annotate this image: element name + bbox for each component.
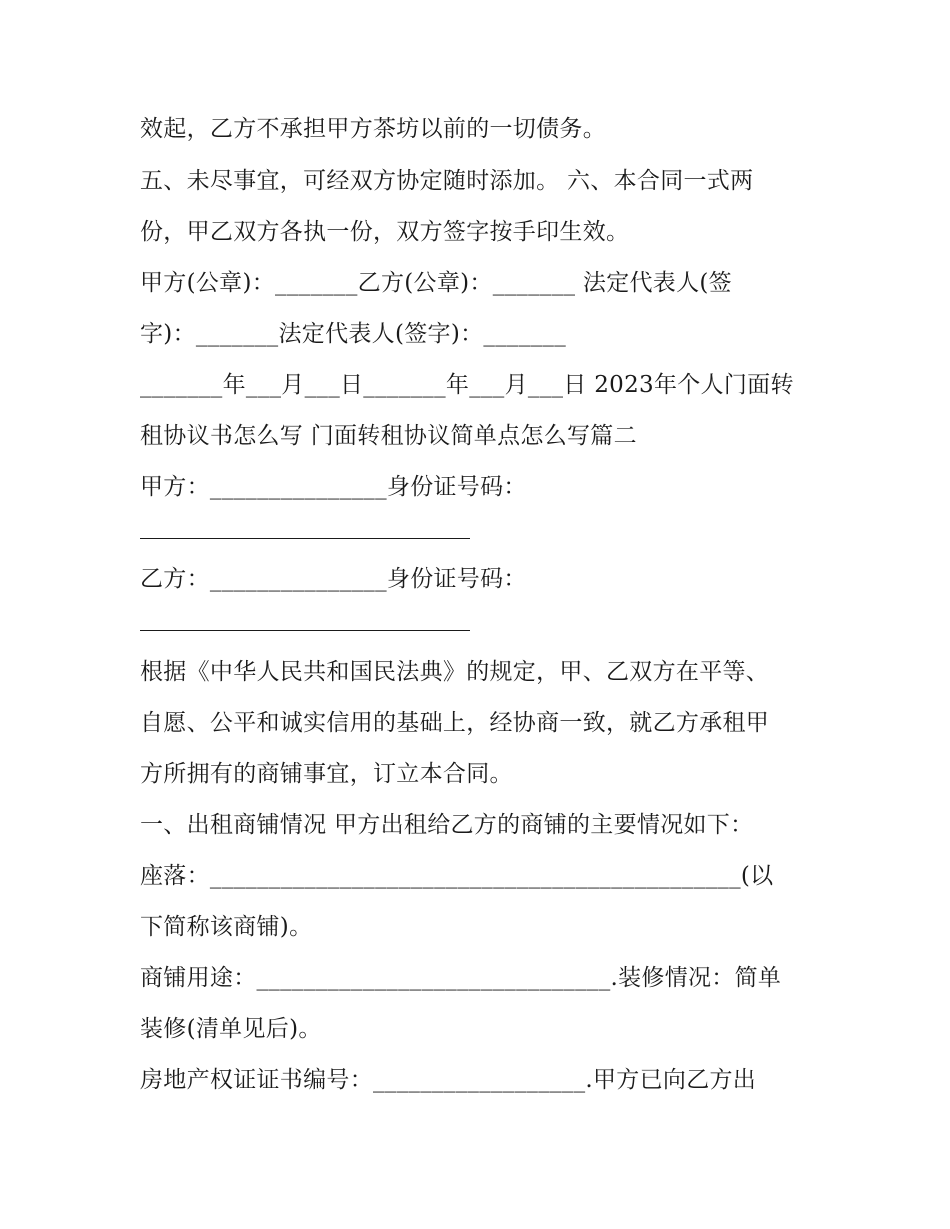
party-a-line: 甲方：_______________身份证号码： — [140, 474, 527, 500]
signature-line: 字)：_______法定代表人(签字)：_______ — [140, 321, 567, 347]
section-title: 租协议书怎么写 门面转租协议简单点怎么写篇二 — [140, 423, 637, 449]
text-line: 下简称该商铺)。 — [140, 914, 313, 940]
party-b-line: 乙方：_______________身份证号码： — [140, 566, 527, 592]
text-line: 根据《中华人民共和国民法典》的规定，甲、乙双方在平等、 — [140, 659, 770, 685]
text-line: 方所拥有的商铺事宜，订立本合同。 — [140, 761, 513, 787]
section-heading: 一、出租商铺情况 甲方出租给乙方的商铺的主要情况如下： — [140, 812, 754, 838]
text-line: 商铺用途：______________________________.装修情况：简单 — [140, 965, 782, 991]
signature-line: 甲方(公章)：_______乙方(公章)：_______ 法定代表人(签 — [140, 270, 732, 296]
blank-rule — [140, 538, 470, 539]
text-line: 效起，乙方不承担甲方茶坊以前的一切债务。 — [140, 116, 606, 142]
text-line: 装修(清单见后)。 — [140, 1016, 322, 1042]
text-line: 座落：_____________________________________________(以 — [140, 863, 774, 889]
text-line: 自愿、公平和诚实信用的基础上，经协商一致，就乙方承租甲 — [140, 710, 770, 736]
date-line: _______年___月___日_______年___月___日 2023年个人门面转 — [140, 372, 794, 398]
blank-rule — [140, 630, 470, 631]
text-line: 房地产权证证书编号：__________________.甲方已向乙方出 — [140, 1067, 757, 1093]
text-line: 五、未尽事宜，可经双方协定随时添加。 六、本合同一式两 — [140, 168, 754, 194]
text-line: 份，甲乙双方各执一份，双方签字按手印生效。 — [140, 219, 630, 245]
